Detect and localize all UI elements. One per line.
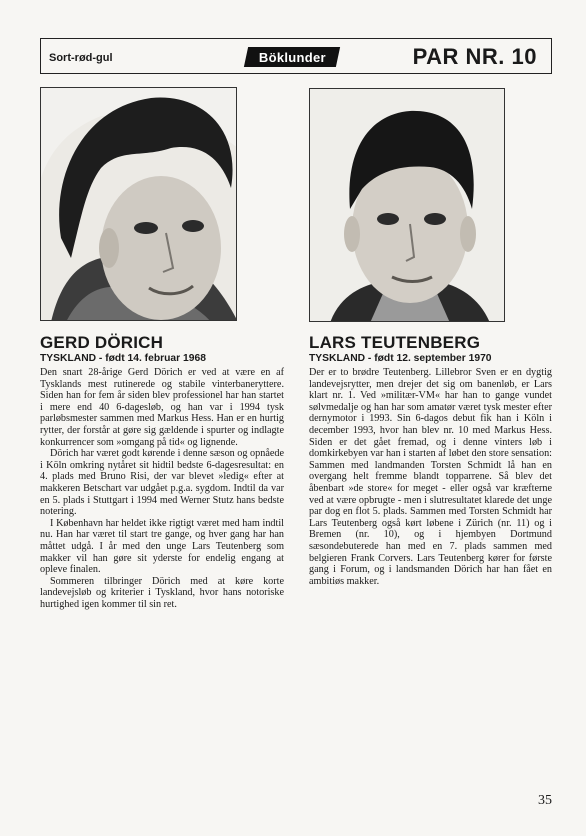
rider2-photo — [309, 88, 505, 322]
rider1-photo — [40, 87, 237, 321]
rider1-name: GERD DÖRICH — [40, 333, 164, 352]
rider1-subtitle: TYSKLAND - født 14. februar 1968 — [40, 353, 206, 364]
pair-number-title: PAR NR. 10 — [412, 44, 537, 69]
rider2-name: LARS TEUTENBERG — [309, 333, 481, 352]
rider2-paragraph: Der er to brødre Teutenberg. Lillebror Sven er en dygtig landevejsrytter, men drejer det sig om banenløb, er Lars klart nr. 1. Ved »militær-VM« har han to gange vundet sølvmedalje og han har som amatør været tysk mester efter dernymotor i 1993. Sin 6-dagos debut fik han i Köln i december 1993, hvor han blev nr. 10 med Markus Hess. Siden er det gået fremad, og i denne vinters løb i domkirkebyen var han i starten af løbet den store sensation: Sammen med landmanden Torsten Schmidt lå han en overgang helt fremme blandt topparrene. Så blev det åbenbart »de store« for meget - eller også var kræfterne ved at være opbrugte - men i slutresultatet klarede det unge par dog en flot 5. plads. Sammen med Torsten Schmidt har Lars Teutenberg også kørt løbene i Zürich (nr. 11) og i Bremen (nr. 10), og i hjembyen Dortmund sæsondebuterede han med en 7. plads sammen med belgieren Frank Corvers. Lars Teutenberg kører for første gang i Forum, og i landsmanden Dörich har han fået en ambitiøs makker. — [309, 367, 553, 587]
rider1-paragraph: Sommeren tilbringer Dörich med at køre korte landevejsløb og kriterier i Tyskland, hvor hans notoriske hurtighed igen kommer til sin ret. — [40, 575, 284, 610]
color-label: Sort-rød-gul — [49, 52, 113, 64]
rider1-bio — [40, 367, 284, 610]
rider2-subtitle: TYSKLAND - født 12. september 1970 — [309, 353, 492, 364]
page-header — [40, 38, 552, 74]
sponsor-logo: Böklunder — [244, 47, 340, 67]
page-number: 35 — [538, 793, 552, 808]
rider2-bio — [309, 367, 552, 587]
rider1-paragraph: Dörich har været godt kørende i denne sæson og opnåede i Köln omkring nytåret sit hidtil bedste 6-dagesresultat: en 4. plads med Bruno Risi, der var blevet »ledig« efter at makkeren Betschart var udgået p.g.a. sygdom. Indtil da var en 5. plads i Stuttgart i 1994 med Werner Stutz hans bedste notering. — [40, 448, 284, 518]
rider1-paragraph: Den snart 28-årige Gerd Dörich er ved at være en af Tysklands mest rutinerede og stabile vinterbaneryttere. Siden han for fem år siden blev professionel har han startet i mere end 40 6-dagesløb, og han var i 1994 tysk parløbsmester sammen med Markus Hess. Han er en hurtig rytter, der forstår at gøre sig gældende i spurter og indlagte konkurrencer som »omgang på tid« og lignende. — [40, 367, 284, 448]
rider1-paragraph: I København har heldet ikke rigtigt været med ham indtil nu. Han har været til start tre gange, og hver gang har han måttet udgå. I år med den unge Lars Teutenberg som makker vil han gøre sit yderste for endelig engang at opleve finalen. — [40, 517, 284, 576]
